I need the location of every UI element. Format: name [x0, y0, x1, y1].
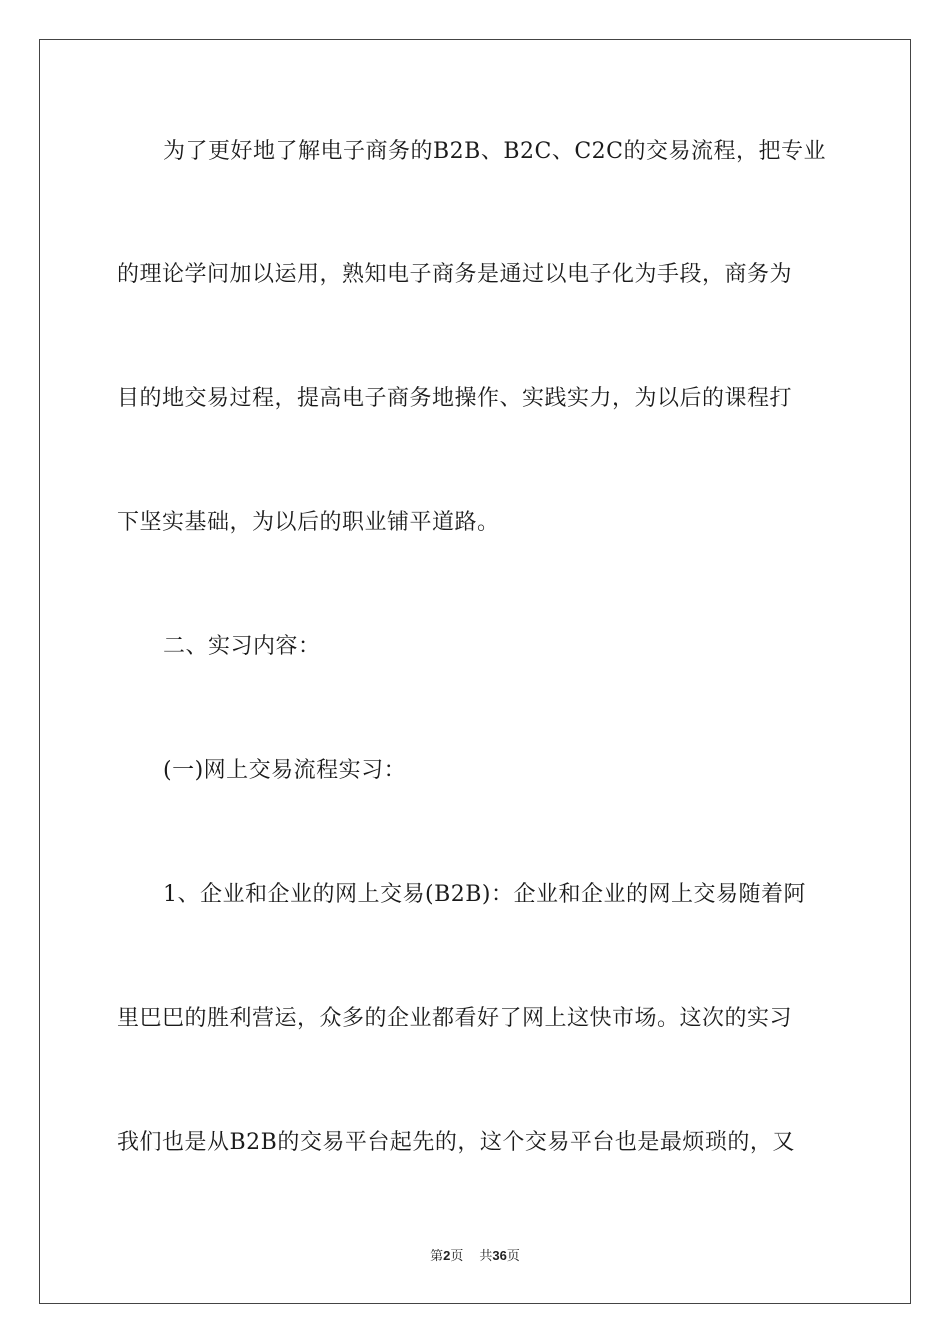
page-border	[39, 39, 911, 1304]
total-suffix: 页	[506, 1249, 520, 1264]
body-text-line-3: 目的地交易过程，提高电子商务地操作、实践实力，为以后的课程打	[117, 386, 793, 411]
page-prefix: 第	[430, 1249, 444, 1264]
page-number: 2	[443, 1248, 451, 1263]
subsection-heading: (一)网上交易流程实习：	[163, 758, 407, 783]
body-text-line-4: 下坚实基础，为以后的职业铺平道路。	[117, 510, 500, 535]
section-heading: 二、实习内容：	[163, 634, 321, 659]
body-text-line-6: 里巴巴的胜利营运，众多的企业都看好了网上这快市场。这次的实习	[117, 1006, 793, 1031]
body-text-line-5: 1、企业和企业的网上交易(B2B)：企业和企业的网上交易随着阿	[163, 882, 806, 907]
body-text-line-1: 为了更好地了解电子商务的B2B、B2C、C2C的交易流程，把专业	[163, 139, 826, 164]
page-suffix: 页	[450, 1249, 464, 1264]
total-prefix: 共	[479, 1249, 493, 1264]
body-text-line-7: 我们也是从B2B的交易平台起先的，这个交易平台也是最烦琐的，又	[117, 1130, 795, 1155]
page-footer	[0, 1247, 950, 1266]
body-text-line-2: 的理论学问加以运用，熟知电子商务是通过以电子化为手段，商务为	[117, 262, 793, 287]
total-pages: 36	[492, 1248, 507, 1263]
